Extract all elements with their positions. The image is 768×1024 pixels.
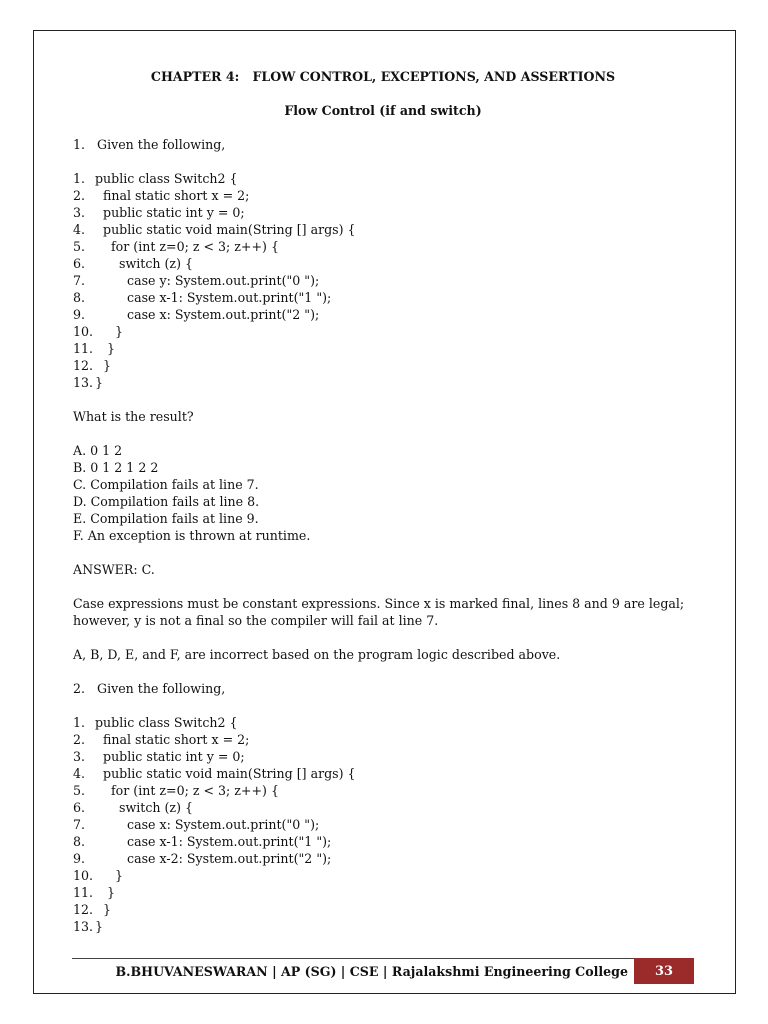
code-line-number: 12. bbox=[73, 358, 94, 373]
code-line-text: public static void main(String [] args) { bbox=[95, 222, 356, 237]
code-line bbox=[73, 289, 713, 306]
code-line-number: 4. bbox=[73, 766, 86, 781]
answer-option: E. Compilation fails at line 9. bbox=[73, 511, 259, 526]
code-line-text: switch (z) { bbox=[95, 256, 193, 271]
q2-code-block bbox=[73, 714, 713, 935]
code-line-number: 1. bbox=[73, 171, 86, 186]
code-line-text: final static short x = 2; bbox=[95, 732, 250, 747]
q1-question: What is the result? bbox=[73, 409, 194, 424]
code-line bbox=[73, 238, 713, 255]
code-line-number: 2. bbox=[73, 188, 86, 203]
q1-code-block bbox=[73, 170, 713, 391]
code-line-number: 2. bbox=[73, 732, 86, 747]
code-line-number: 6. bbox=[73, 256, 86, 271]
code-line-number: 9. bbox=[73, 307, 86, 322]
code-line-text: case y: System.out.print("0 "); bbox=[95, 273, 320, 288]
code-line-text: for (int z=0; z < 3; z++) { bbox=[95, 783, 279, 798]
code-line-text: case x: System.out.print("2 "); bbox=[95, 307, 320, 322]
code-line-text: public class Switch2 { bbox=[95, 715, 238, 730]
code-line-text: public static int y = 0; bbox=[95, 205, 245, 220]
code-line-number: 12. bbox=[73, 902, 94, 917]
code-line-text: public static void main(String [] args) { bbox=[95, 766, 356, 781]
code-line-number: 9. bbox=[73, 851, 86, 866]
code-line bbox=[73, 187, 713, 204]
code-line bbox=[73, 323, 713, 340]
code-line bbox=[73, 221, 713, 238]
code-line bbox=[73, 306, 713, 323]
answer-option: A. 0 1 2 bbox=[73, 443, 123, 458]
code-line-text: case x-1: System.out.print("1 "); bbox=[95, 834, 332, 849]
chapter-title: CHAPTER 4: FLOW CONTROL, EXCEPTIONS, AND ASSERTIONS bbox=[150, 69, 616, 84]
q1-explanation: Case expressions must be constant expressions. Since x is marked final, lines 8 and 9 are legal; however, y is not a final so the compiler will fail at line 7. bbox=[73, 596, 685, 628]
code-line bbox=[73, 170, 713, 187]
footer-divider bbox=[72, 958, 634, 959]
code-line-number: 8. bbox=[73, 290, 86, 305]
code-line-number: 5. bbox=[73, 239, 86, 254]
code-line bbox=[73, 255, 713, 272]
answer-option: D. Compilation fails at line 8. bbox=[73, 494, 260, 509]
code-line bbox=[73, 799, 713, 816]
q1-options bbox=[73, 442, 713, 544]
code-line-text: for (int z=0; z < 3; z++) { bbox=[95, 239, 279, 254]
code-line bbox=[73, 901, 713, 918]
code-line bbox=[73, 374, 713, 391]
q1-intro: 1. Given the following, bbox=[73, 137, 226, 152]
code-line bbox=[73, 340, 713, 357]
code-line-number: 4. bbox=[73, 222, 86, 237]
page-content bbox=[73, 68, 713, 935]
code-line-text: switch (z) { bbox=[95, 800, 193, 815]
code-line bbox=[73, 765, 713, 782]
code-line bbox=[73, 782, 713, 799]
code-line-text: } bbox=[95, 868, 124, 883]
code-line-text: final static short x = 2; bbox=[95, 188, 250, 203]
page-number: 33 bbox=[634, 958, 694, 984]
code-line-text: public static int y = 0; bbox=[95, 749, 245, 764]
code-line-text: } bbox=[95, 358, 112, 373]
code-line-text: case x: System.out.print("0 "); bbox=[95, 817, 320, 832]
code-line-number: 11. bbox=[73, 341, 94, 356]
code-line bbox=[73, 867, 713, 884]
code-line-number: 6. bbox=[73, 800, 86, 815]
q1-note: A, B, D, E, and F, are incorrect based on the program logic described above. bbox=[73, 647, 561, 662]
code-line bbox=[73, 748, 713, 765]
section-title: Flow Control (if and switch) bbox=[284, 103, 482, 118]
code-line-text: } bbox=[95, 902, 112, 917]
code-line-text: } bbox=[95, 375, 104, 390]
answer-option: B. 0 1 2 1 2 2 bbox=[73, 460, 159, 475]
code-line-text: case x-2: System.out.print("2 "); bbox=[95, 851, 332, 866]
code-line-number: 10. bbox=[73, 868, 94, 883]
q1-answer: ANSWER: C. bbox=[73, 562, 155, 577]
code-line-text: } bbox=[95, 885, 116, 900]
code-line bbox=[73, 731, 713, 748]
code-line-text: } bbox=[95, 341, 116, 356]
code-line-number: 7. bbox=[73, 817, 86, 832]
code-line bbox=[73, 850, 713, 867]
code-line-number: 8. bbox=[73, 834, 86, 849]
code-line-number: 1. bbox=[73, 715, 86, 730]
code-line bbox=[73, 833, 713, 850]
code-line bbox=[73, 714, 713, 731]
code-line bbox=[73, 918, 713, 935]
code-line-text: } bbox=[95, 324, 124, 339]
code-line-number: 10. bbox=[73, 324, 94, 339]
code-line-number: 11. bbox=[73, 885, 94, 900]
footer-text: B.BHUVANESWARAN | AP (SG) | CSE | Rajalakshmi Engineering College bbox=[115, 964, 628, 979]
code-line bbox=[73, 357, 713, 374]
code-line-text: case x-1: System.out.print("1 "); bbox=[95, 290, 332, 305]
code-line bbox=[73, 884, 713, 901]
code-line bbox=[73, 816, 713, 833]
code-line-number: 13. bbox=[73, 375, 94, 390]
answer-option: F. An exception is thrown at runtime. bbox=[73, 528, 311, 543]
code-line-text: } bbox=[95, 919, 104, 934]
code-line-number: 13. bbox=[73, 919, 94, 934]
code-line-text: public class Switch2 { bbox=[95, 171, 238, 186]
q2-intro: 2. Given the following, bbox=[73, 681, 226, 696]
code-line-number: 3. bbox=[73, 749, 86, 764]
code-line-number: 3. bbox=[73, 205, 86, 220]
code-line-number: 7. bbox=[73, 273, 86, 288]
code-line-number: 5. bbox=[73, 783, 86, 798]
code-line bbox=[73, 272, 713, 289]
code-line bbox=[73, 204, 713, 221]
answer-option: C. Compilation fails at line 7. bbox=[73, 477, 259, 492]
